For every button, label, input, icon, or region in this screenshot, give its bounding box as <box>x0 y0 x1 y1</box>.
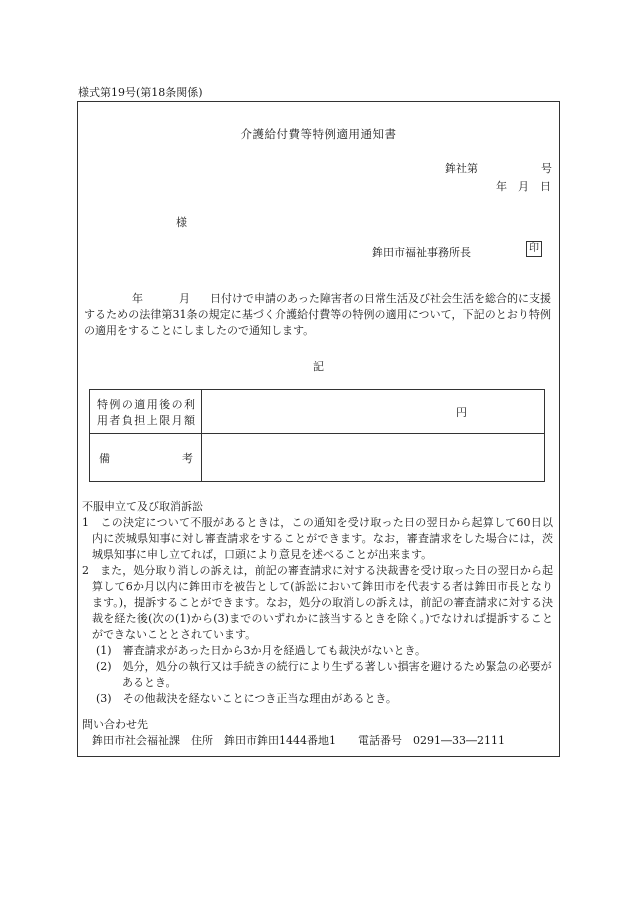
issuer-name: 鉾田市福祉事務所長 <box>372 246 471 259</box>
remarks-label-a: 備 <box>99 451 110 465</box>
body-text: 日付けで申請のあった障害者の日常生活及び社会生活を総合的に支援するための法律第31条の規定に基づく介護給付費等の特例の適用について，下記のとおり特例の適用をすることにしましたので通知します。 <box>84 292 551 337</box>
record-table <box>89 389 545 482</box>
notes-heading: 不服申立て及び取消訴訟 <box>82 500 203 513</box>
form-number: 様式第19号(第18条関係) <box>78 86 203 99</box>
limit-amount-value-cell <box>202 390 545 434</box>
notes-item-2: 2 また，処分取り消しの訴えは，前記の審査請求に対する決裁書を受け取った日の翌日から起算して6か月以内に鉾田市を被告として(訴訟において鉾田市を代表する者は鉾田市長となります。)，提訴することができます。なお，処分の取消しの訴えは，前記の審査請求に対する決裁を経た後(次の(1)から(3)までのいずれかに該当するときを除く。)でなければ提訴することができないこととされています。 <box>82 564 553 641</box>
table-row <box>90 390 545 434</box>
table-row <box>90 434 545 482</box>
remarks-label-b: 考 <box>182 451 193 465</box>
contact-heading: 問い合わせ先 <box>82 718 148 731</box>
notes-sub-item-1: (1) 審査請求があった日から3か月を経過しても裁決がないとき。 <box>96 644 427 657</box>
appeal-notes <box>82 499 553 749</box>
body-paragraph <box>84 291 551 339</box>
remarks-value-cell <box>202 434 545 482</box>
doc-number-suffix: 号 <box>541 162 552 175</box>
notice-frame <box>77 101 560 757</box>
document-title: 介護給付費等特例適用通知書 <box>240 127 397 141</box>
seal-stamp: 印 <box>526 241 542 257</box>
body-year-label: 年 <box>132 292 143 305</box>
addressee-suffix: 様 <box>176 216 187 229</box>
yen-unit: 円 <box>456 406 467 419</box>
ki-heading: 記 <box>313 360 324 373</box>
issue-date: 年 月 日 <box>496 180 551 193</box>
remarks-label-cell <box>90 434 202 482</box>
limit-amount-label-cell <box>90 390 202 434</box>
doc-number-label: 鉾社第 <box>445 162 478 175</box>
body-month-label: 月 <box>179 292 190 305</box>
contact-line: 鉾田市社会福祉課 住所 鉾田市鉾田1444番地1 電話番号 0291―33―2111 <box>92 734 505 747</box>
notes-sub-item-2: (2) 処分，処分の執行又は手続きの続行により生ずる著しい損害を避けるため緊急の必要があるとき。 <box>96 660 552 689</box>
notes-sub-item-3: (3) その他裁決を経ないことにつき正当な理由があるとき。 <box>96 692 397 705</box>
notes-item-1: 1 この決定について不服があるときは，この通知を受け取った日の翌日から起算して60日以内に茨城県知事に対し審査請求をすることができます。なお，審査請求をした場合には，茨城県知事に申し立てれば，口頭により意見を述べることが出来ます。 <box>82 516 553 561</box>
limit-amount-label: 特例の適用後の利用者負担上限月額 <box>97 397 195 427</box>
